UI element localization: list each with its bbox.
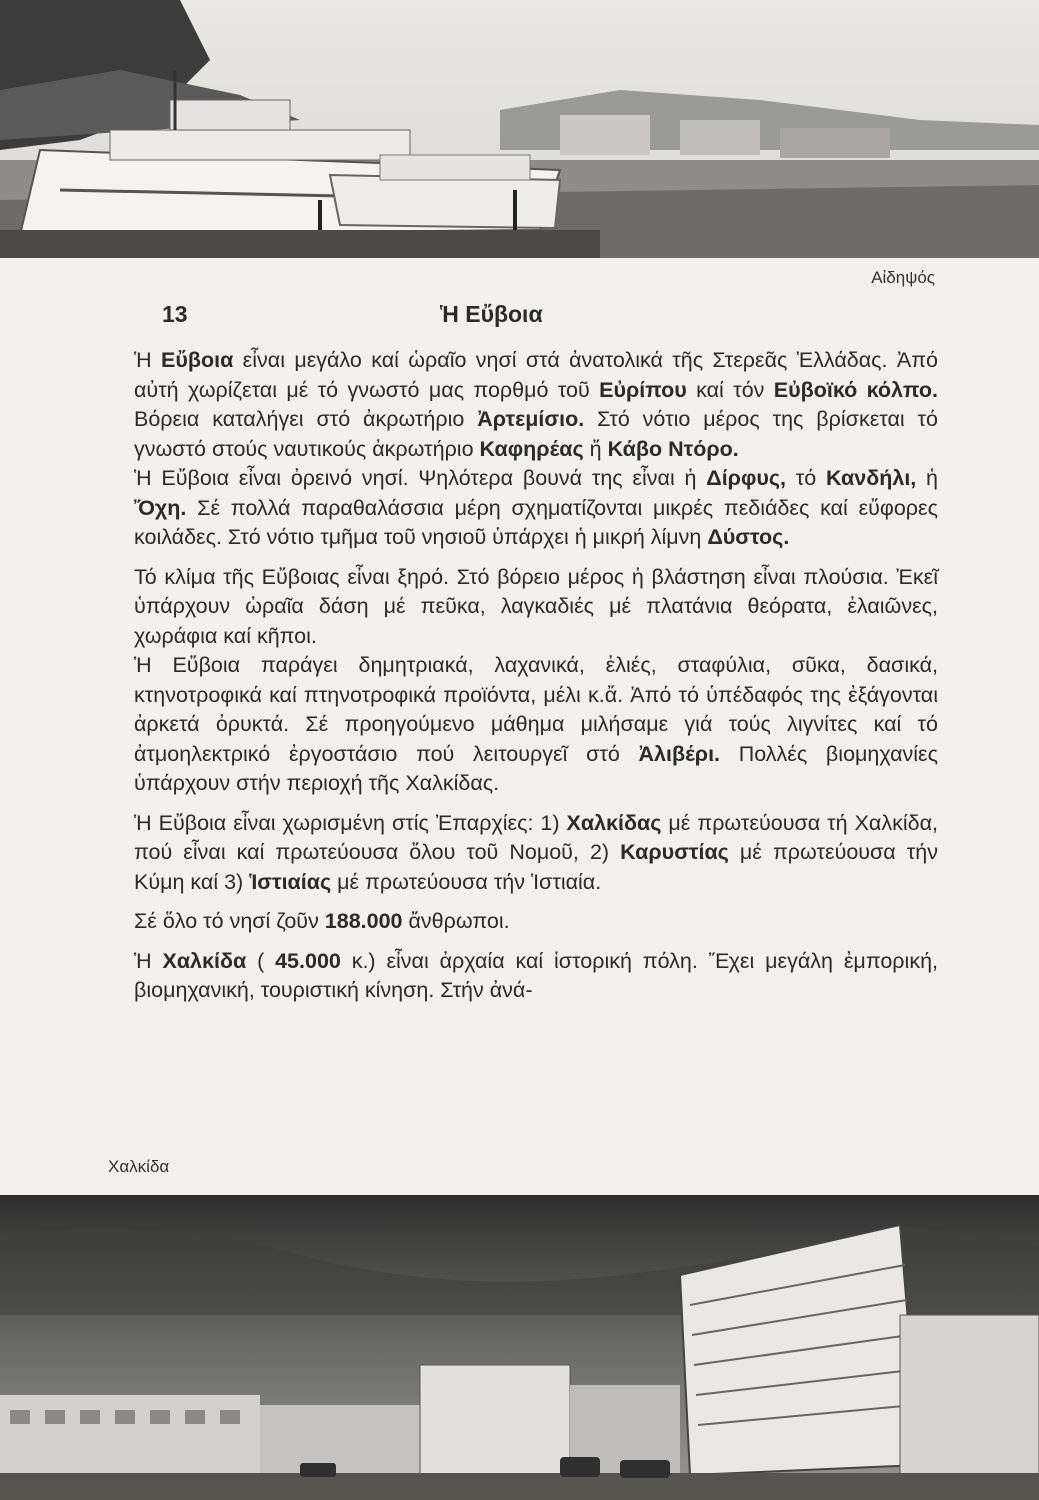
lesson-title: Ἡ Εὔβοια: [440, 301, 543, 327]
paragraph-mountains: Ἡ Εὔβοια εἶναι ὀρεινό νησί. Ψηλότερα βουνά της εἶναι ἡ Δίρφυς, τό Κανδήλι, ἡ Ὄχη. Σέ πολλά παραθαλάσσια μέρη σχηματίζονται μικρές πεδιάδες καί εὔφορες κοιλάδες. Στό νότιο τμῆμα τοῦ νησιοῦ ὑπάρχει ἡ μικρή λίμνη Δύστος.: [134, 466, 938, 549]
chalkida-waterfront-photo: [0, 1195, 1039, 1500]
paragraph-climate: Τό κλίμα τῆς Εὔβοιας εἶναι ξηρό. Στό βόρειο μέρος ἡ βλάστηση εἶναι πλούσια. Ἐκεῖ ὑπάρχουν ὡραῖα δάση μέ πεῦκα, λαγκαδιές μέ πλατάνια θεόρατα, ἐλαιῶνες, χωράφια καί κῆποι.: [134, 564, 938, 648]
paragraph-population: Σέ ὅλο τό νησί ζοῦν 188.000 ἄνθρωποι.: [134, 909, 510, 933]
paragraph-chalkida: Ἡ Χαλκίδα ( 45.000 κ.) εἶναι ἀρχαία καί ἱστορική πόλη. Ἔχει μεγάλη ἐμπορική, βιομηχανική, τουριστική κίνηση. Στήν ἀνά-: [134, 948, 938, 1002]
lesson-number: 13: [162, 301, 188, 327]
city-waterfront-illustration: [0, 1195, 1039, 1500]
paragraph-products: Ἡ Εὔβοια παράγει δημητριακά, λαχανικά, ἐλιές, σταφύλια, σῦκα, δασικά, κτηνοτροφικά καί πτηνοτροφικά προϊόντα, μέλι κ.ἄ. Ἀπό τό ὑπέδαφός της ἐξάγονται ἀρκετά ὀρυκτά. Σέ προηγούμενο μάθημα μιλήσαμε γιά τούς λιγνίτες καί τό ἀτμοηλεκτρικό ἐργοστάσιο πού λειτουργεῖ στό Ἀλιβέρι. Πολλές βιομηχανίες ὑπάρχουν στήν περιοχή τῆς Χαλκίδας.: [134, 653, 938, 795]
lesson-body: [108, 346, 938, 1006]
aidipsos-harbour-photo: [0, 0, 1039, 258]
photo-caption-chalkida: Χαλκίδα: [108, 1157, 170, 1176]
photo-caption-aidipsos: Αἰδηψός: [871, 268, 935, 287]
paragraph-provinces: Ἡ Εὔβοια εἶναι χωρισμένη στίς Ἐπαρχίες: 1) Χαλκίδας μέ πρωτεύουσα τή Χαλκίδα, πού εἶναι καί πρωτεύουσα ὅλου τοῦ Νομοῦ, 2) Καρυστίας μέ πρωτεύουσα τήν Κύμη καί 3) Ἱστιαίας μέ πρωτεύουσα τήν Ἱστιαία.: [134, 810, 938, 894]
paragraph-location: Ἡ Εὔβοια εἶναι μεγάλο καί ὡραῖο νησί στά ἀνατολικά τῆς Στερεᾶς Ἑλλάδας. Ἀπό αὐτή χωρίζεται μέ τό γνωστό μας πορθμό τοῦ Εὐρίπου καί τόν Εὐβοϊκό κόλπο. Βόρεια καταλήγει στό ἀκρωτήριο Ἀρτεμίσιο. Στό νότιο μέρος της βρίσκεται τό γνωστό στούς ναυτικούς ἀκρωτήριο Καφηρέας ἤ Κάβο Ντόρο.: [134, 348, 939, 461]
ferry-harbour-illustration: [0, 0, 1039, 258]
